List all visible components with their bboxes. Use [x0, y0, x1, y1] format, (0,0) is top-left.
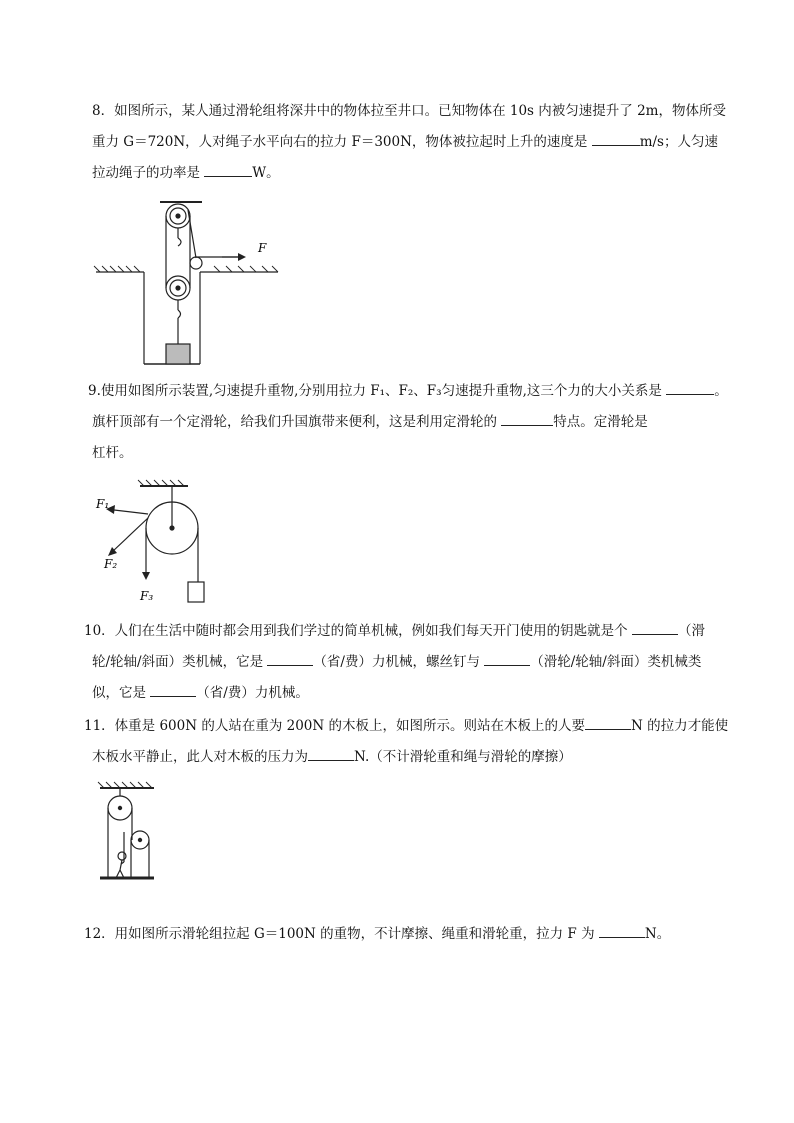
question-12 [84, 919, 732, 950]
question-9 [88, 376, 732, 469]
q8-line1: 8．如图所示，某人通过滑轮组将深井中的物体拉至井口。已知物体在 10s 内被匀速提升了 2m，物体所受 [92, 103, 726, 119]
q10-blank-key[interactable] [632, 620, 678, 635]
q10-line2-text: 轮/轮轴/斜面）类机械，它是 [92, 654, 268, 670]
q9-line1-text: 9.使用如图所示装置,匀速提升重物,分别用拉力 F₁、F₂、F₃匀速提升重物,这三个力的大小关系是 [88, 383, 667, 399]
q9-line2-text: 旗杆顶部有一个定滑轮，给我们升国旗带来便利，这是利用定滑轮的 [92, 414, 502, 430]
q8-line2-tail: m/s；人匀速 [639, 134, 718, 150]
q10-line3-text: 似，它是 [92, 685, 151, 701]
q12-line1 [84, 919, 732, 950]
q11-line1-tail: N 的拉力才能使 [631, 718, 729, 734]
q8-line2 [92, 127, 732, 158]
q9-line1 [88, 376, 732, 407]
q8-blank-power[interactable] [204, 162, 252, 177]
q8-label-F: F [258, 241, 267, 255]
q9-line3: 杠杆。 [92, 445, 133, 461]
q8-line3-tail: W。 [252, 165, 280, 181]
q9-line2-tail: 特点。定滑轮是 [553, 414, 648, 430]
q11-person-board-figure [92, 780, 162, 886]
q11-line2-text: 木板水平静止，此人对木板的压力为 [92, 749, 308, 765]
q9-fixed-pulley-figure [92, 476, 222, 610]
q9-line2 [92, 407, 732, 438]
q9-blank-feature[interactable] [501, 411, 553, 426]
q9-line1-tail: 。 [714, 383, 728, 399]
q9-label-F3: F₃ [140, 589, 154, 603]
q8-line2-text: 重力 G＝720N，人对绳子水平向右的拉力 F＝300N，物体被拉起时上升的速度是 [92, 134, 592, 150]
q8-blank-speed[interactable] [592, 131, 640, 146]
q10-line2 [92, 647, 732, 678]
question-10 [84, 616, 732, 709]
q10-line1-tail: （滑 [677, 623, 705, 639]
q11-line1-text: 11．体重是 600N 的人站在重为 200N 的木板上，如图所示。则站在木板上的人要 [84, 718, 586, 734]
q10-line1 [84, 616, 732, 647]
q12-line1-text: 12．用如图所示滑轮组拉起 G＝100N 的重物，不计摩擦、绳重和滑轮重，拉力 F 为 [84, 926, 599, 942]
q10-blank-key-force[interactable] [267, 651, 313, 666]
q10-blank-screw-force[interactable] [150, 682, 196, 697]
q11-line2 [92, 742, 732, 773]
q11-blank-pull[interactable] [585, 715, 631, 730]
q8-pulley-well-figure [92, 196, 282, 368]
q9-label-F1: F₁ [96, 497, 110, 511]
q10-line2-mid: （省/费）力机械，螺丝钉与 [313, 654, 485, 670]
q11-line2-tail: N.（不计滑轮重和绳与滑轮的摩擦） [354, 749, 572, 765]
q10-line3 [92, 678, 732, 709]
q9-label-F2: F₂ [104, 557, 118, 571]
q11-blank-pressure[interactable] [308, 746, 354, 761]
q12-blank-force[interactable] [599, 923, 645, 938]
q8-line3 [92, 158, 732, 189]
q9-blank-relation[interactable] [666, 380, 714, 395]
q8-line3-text: 拉动绳子的功率是 [92, 165, 205, 181]
question-8 [92, 96, 732, 189]
q10-line2-tail: （滑轮/轮轴/斜面）类机械类 [530, 654, 702, 670]
q10-line1-text: 10．人们在生活中随时都会用到我们学过的简单机械，例如我们每天开门使用的钥匙就是个 [84, 623, 632, 639]
question-11 [84, 711, 732, 773]
q12-line1-tail: N。 [644, 926, 671, 942]
q10-blank-screw[interactable] [484, 651, 530, 666]
q11-line1 [84, 711, 732, 742]
q10-line3-tail: （省/费）力机械。 [196, 685, 309, 701]
